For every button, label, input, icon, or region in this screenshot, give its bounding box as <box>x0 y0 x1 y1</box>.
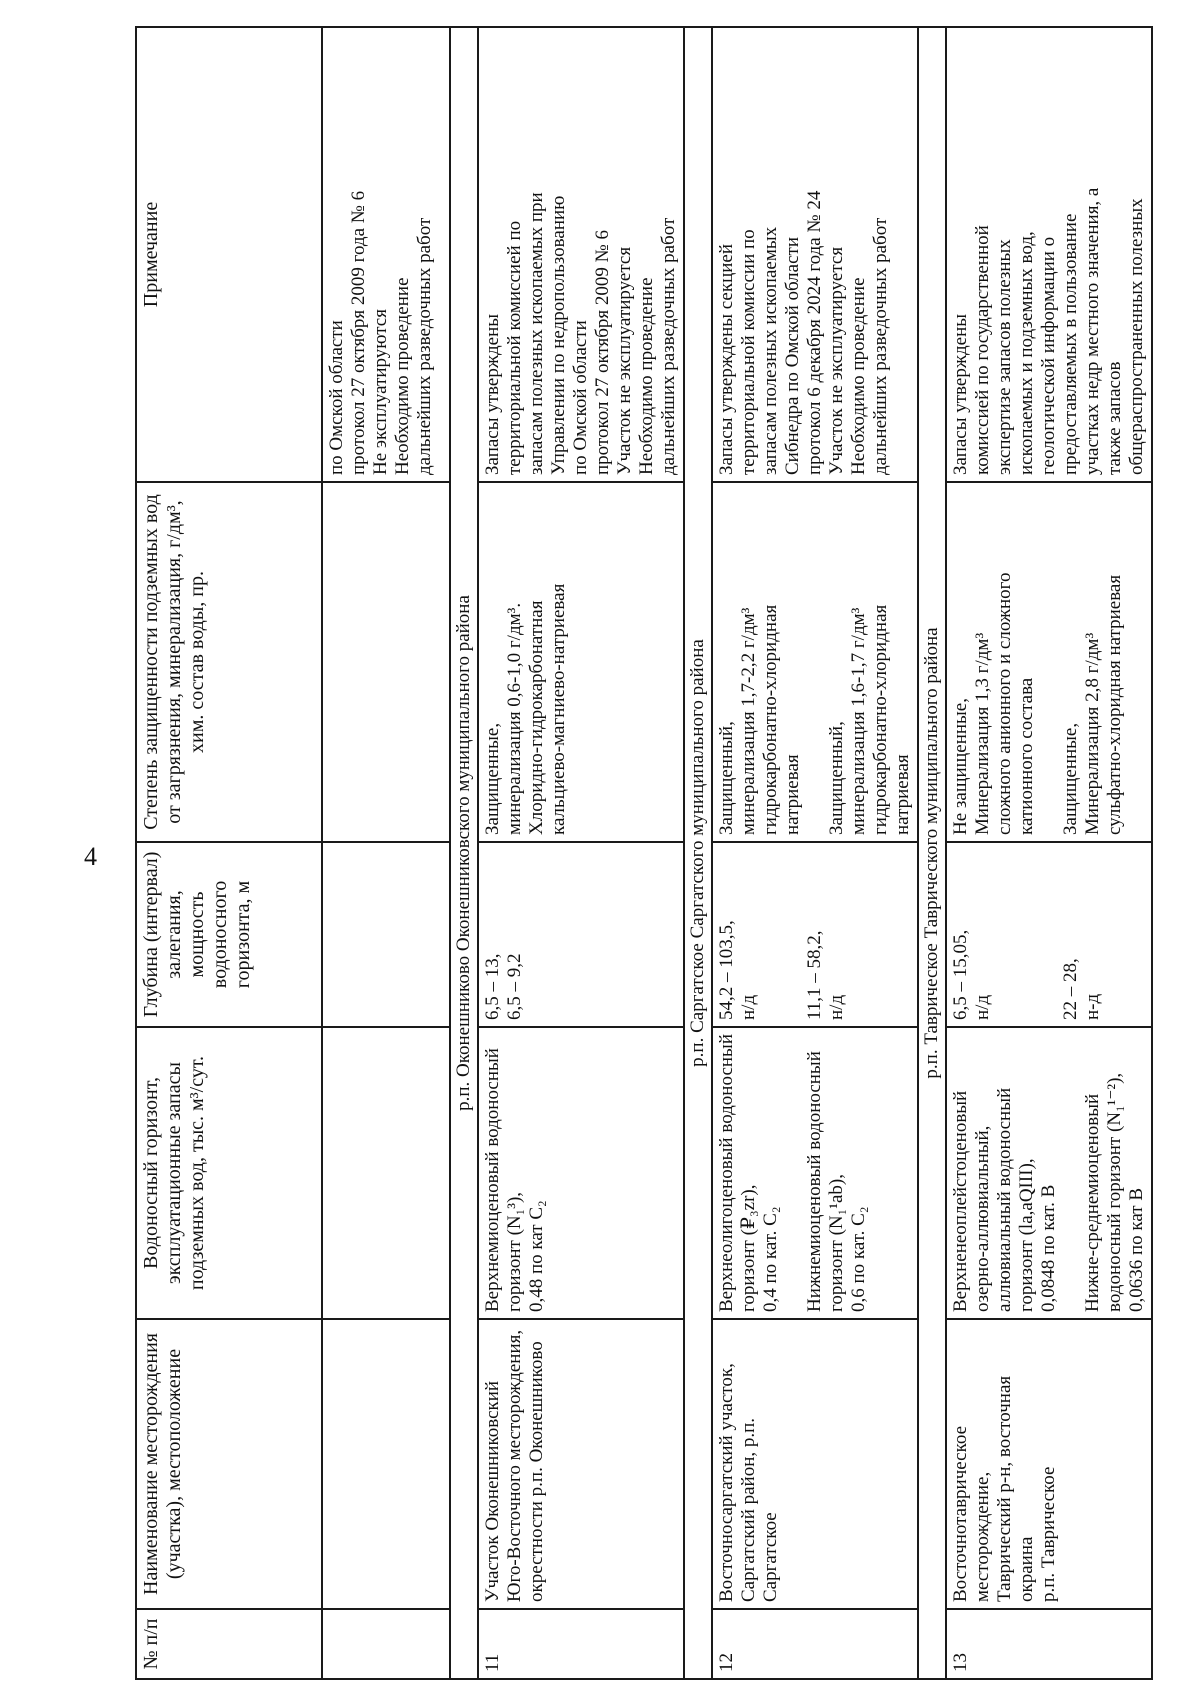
aquifer-horizon: Нижне-среднемиоценовый водоносный горизонт (N₁¹⁻²), 0,0636 по кат B <box>1082 1072 1147 1312</box>
row-num: 11 <box>478 1609 684 1679</box>
table-row <box>712 27 918 1679</box>
protection-degree: Защищенные, Минерализация 2,8 г/дм³ сульфатно-хлоридная натриевая <box>1060 574 1125 835</box>
aquifer-horizon: Верхнемиоценовый водоносный горизонт (N₁³), 0,48 по кат C₂ <box>478 1027 684 1319</box>
table-row <box>946 27 1152 1679</box>
section-title-row <box>684 27 712 1679</box>
protection-degree: Защищенный, минерализация 1,7-2,2 г/дм³ гидрокарбонатно-хлоридная натриевая <box>716 604 803 835</box>
continuation-note: по Омской области протокол 27 октября 2009 года № 6 Не эксплуатируются Необходимо проведение дальнейших разведочных работ <box>322 27 450 482</box>
section-title-row <box>450 27 478 1679</box>
header-name: Наименование месторождения (участка), местоположение <box>136 1319 322 1609</box>
row-num: 13 <box>946 1609 1152 1679</box>
header-num: № п/п <box>136 1609 322 1679</box>
deposit-name: Восточнотаврическое месторождение, Таврический р-н, восточная окраина р.п. Таврическое <box>946 1319 1152 1609</box>
protection-degree: Защищенный, минерализация 1,6-1,7 г/дм³ гидрокарбонатно-хлоридная натриевая <box>826 604 913 835</box>
header-depth: Глубина (интервал) залегания, мощность водоносного горизонта, м <box>136 842 322 1027</box>
section-title: р.п. Таврическое Таврического муниципального района <box>918 27 946 1679</box>
protection-degree: Защищенные, минерализация 0,6-1,0 г/дм³. Хлоридно-гидрокарбонатная кальциево-магниево-натриевая <box>478 482 684 842</box>
deposit-name: Участок Оконешниковский Юго-Восточного месторождения, окрестности р.п. Оконешниково <box>478 1319 684 1609</box>
header-protection: Степень защищенности подземных вод от загрязнения, минерализация, г/дм³, хим. состав воды, пр. <box>136 482 322 842</box>
section-title: р.п. Саргатское Саргатского муниципального района <box>684 27 712 1679</box>
section-title: р.п. Оконешниково Оконешниковского муниципального района <box>450 27 478 1679</box>
protection-degree: Не защищенные, Минерализация 1,3 г/дм³ сложного анионного и сложного катионного состава <box>950 572 1037 835</box>
row-num: 12 <box>712 1609 918 1679</box>
aquifer-horizon: Нижнемиоценовый водоносный горизонт (N₁¹ab), 0,6 по кат. C₂ <box>804 1051 869 1312</box>
aquifer-horizon: Верхненеоплейстоценовый озерно-аллювиальный, аллювиальный водоносный горизонт (la,aQIII), 0,0848 по кат. B <box>950 1087 1059 1312</box>
continuation-row <box>322 27 450 1679</box>
header-row <box>136 27 322 1679</box>
depth-interval: 22 – 28, н-д <box>1060 958 1103 1020</box>
row-note: Запасы утверждены комиссией по государственной экспертизе запасов полезных ископаемых и подземных вод, геологической информации о предоставляемых в пользование участках недр местного значения, а также запасов общераспространенных полезных <box>946 27 1152 482</box>
depth-interval: 6,5 – 15,05, н/д <box>950 929 993 1020</box>
header-horizon: Водоносный горизонт, эксплуатационные запасы подземных вод, тыс. м³/сут. <box>136 1027 322 1319</box>
aquifer-horizon: Верхнеолигоценовый водоносный горизонт (₽₃zr), 0,4 по кат. C₂ <box>716 1034 781 1312</box>
table-row <box>478 27 684 1679</box>
header-note: Примечание <box>136 27 322 482</box>
rotated-page-content <box>135 28 1147 1680</box>
depth-interval: 6,5 – 13, 6,5 – 9,2 <box>478 842 684 1027</box>
depth-interval: 11,1 – 58,2, н/д <box>804 930 847 1020</box>
section-title-row <box>918 27 946 1679</box>
row-note: Запасы утверждены секцией территориальной комиссии по запасам полезных ископаемых Сибнедра по Омской области протокол 6 декабря 2024 года № 24 Участок не эксплуатируется Необходимо проведение дальнейших разведочных работ <box>712 27 918 482</box>
row-note: Запасы утверждены территориальной комиссией по запасам полезных ископаемых при Управлении по недропользованию по Омской области протокол 27 октября 2009 № 6 Участок не эксплуатируется Необходимо проведение дальнейших разведочных работ <box>478 27 684 482</box>
deposit-name: Восточносаргатский участок, Саргатский район, р.п. Саргатское <box>712 1319 918 1609</box>
groundwater-deposits-table <box>135 26 1153 1680</box>
depth-interval: 54,2 – 103,5, н/д <box>716 920 759 1020</box>
page-number: 4 <box>84 842 97 871</box>
